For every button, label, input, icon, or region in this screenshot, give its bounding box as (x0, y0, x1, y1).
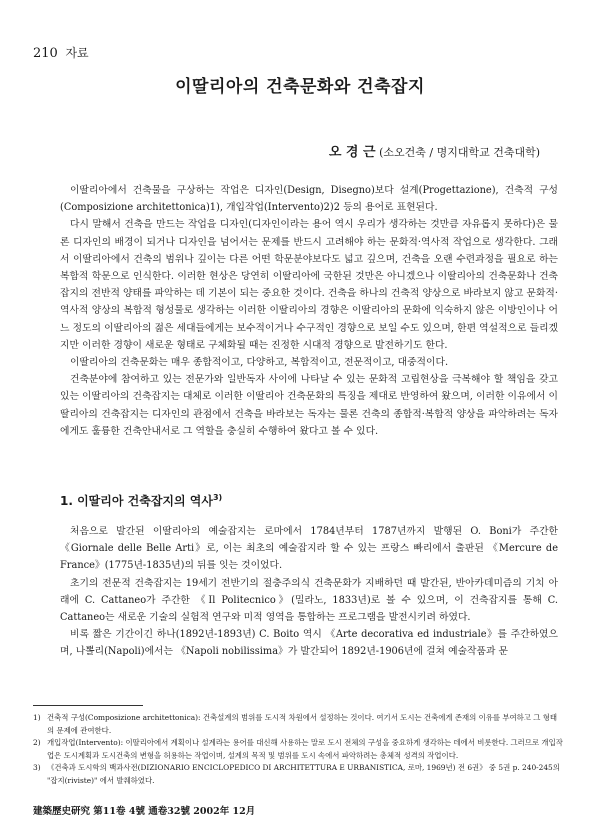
paragraph: 다시 말해서 건축을 만드는 작업을 디자인(디자인이라는 용어 역시 우리가 생각하는 것만큼 자유롭지 못하다)은 물론 디자인의 배경이 되거나 디자인을 넘어서는 문제를 반드시 고려해야 하는 문화적·역사적 작업으로 생각한다. 그래서 이딸리아에서 건축의 범위나 깊이는 다른 어떤 학문분야보다도 넓고 깊으며, 건축을 오랜 수련과정을 필요로 하는 복합적 학문으로 인식한다. 이러한 현상은 당연히 이딸리아에 국한된 것만은 아니겠으나 이딸리아의 건축문화나 건축잡지의 전반적 양태를 파악하는 데 기본이 되는 중요한 것이다. 건축을 하나의 건축적 양상으로 바라보지 않고 문화적·역사적 양상의 복합적 형성물로 생각하는 이러한 이딸리아의 경향은 이딸리아의 문화에 익숙하지 않은 이방인이나 어느 정도의 이딸리아의 젊은 세대들에게는 보수적이거나 수구적인 경향으로 보일 수도 있으며, 한편 역설적으로 들리겠지만 이러한 경향이 새로운 형태로 구체화될 때는 진정한 시대적 경향으로 발전하기도 한다. (60, 219, 558, 351)
page-number: 210 (33, 46, 58, 61)
section-body (60, 523, 558, 661)
paragraph: 비록 짧은 기간이긴 하나(1892년-1893년) C. Boito 역시 《Arte decorativa ed industriale》를 주간하였으며, 나뽈리(Napoli)에서는 《Napoli nobilissima》가 발간되어 1892년-1906년에 걸쳐 예술작품과 문 (60, 629, 558, 658)
footnote-number: 2) (33, 738, 41, 748)
article-title: 이딸리아의 건축문화와 건축잡지 (175, 77, 425, 97)
footnote-number: 3) (33, 763, 41, 773)
paragraph: 이딸리아의 건축문화는 매우 종합적이고, 다양하고, 복합적이고, 전문적이고, 대중적이다. (70, 357, 449, 369)
author-affiliation: (소오건축 / 명지대학교 건축대학) (379, 146, 540, 159)
footnote (33, 762, 563, 787)
section-heading-footnote-ref: 3) (212, 493, 223, 502)
section-label: 자료 (65, 46, 89, 60)
footnote-text: 개입작업(Intervento): 이딸리아에서 계획이나 설계라는 용어를 대신해 사용하는 말로 도시 전체의 구성을 중요하게 생각하는 데에서 비롯한다. 그러므로 개입작업은 도시계획과 도시건축의 변형을 허용하는 작업이며, 설계의 목적 및 범위를 도시 속에서 파악하려는 총체적 성격의 작업이다. (47, 738, 563, 760)
section-heading-text: 1. 이딸리아 건축잡지의 역사 (60, 494, 213, 508)
author-name: 오 경 근 (328, 145, 376, 160)
journal-footer: 建築歷史研究 第11卷 4號 通卷32號 2002年 12月 (33, 806, 256, 817)
footnote (33, 737, 563, 762)
intro-body (60, 182, 558, 440)
footnote-number: 1) (33, 713, 41, 722)
footnote-text: 《건축과 도시학의 백과사전(DIZIONARIO ENCICLOPEDICO DI ARCHITETTURA E URBANISTICA, 로마, 1969년) 전 6권》 중 5권 p. 240-245의 "잡지(riviste)" 에서 발췌하였다. (47, 763, 560, 785)
footnotes (33, 712, 563, 788)
section-heading (60, 492, 222, 509)
paragraph: 건축분야에 참여하고 있는 전문가와 일반독자 사이에 나타날 수 있는 문화적 고립현상을 극복해야 할 책임을 갖고 있는 이딸리아의 건축잡지는 대체로 이러한 이딸리아 건축문화의 특징을 제대로 반영하여 왔으며, 이러한 이유에서 이딸리아의 건축잡지는 디자인의 관점에서 건축을 바라보는 독자는 물론 건축의 종합적·복합적 양상을 파악하려는 독자에게도 훌륭한 건축안내서로 그 역할을 충실히 수행하여 왔다고 볼 수 있다. (60, 374, 558, 437)
footnote-divider (33, 705, 143, 706)
author-line (329, 141, 540, 160)
paragraph: 이딸리아에서 건축물을 구상하는 작업은 디자인(Design, Disegno)보다 설계(Progettazione), 건축적 구성(Composizione architettonica)1), 개입작업(Intervento)2)2 등의 용어로 표현된다. (60, 185, 558, 214)
running-header (33, 44, 89, 61)
paragraph: 처음으로 발간된 이딸리아의 예술잡지는 로마에서 1784년부터 1787년까지 발행된 O. Boni가 주간한 《Giornale delle Belle Arti》로, 이는 최초의 예술잡지라 할 수 있는 프랑스 빠리에서 출판된 《Mercure de France》(1775년-1835년)의 뒤를 잇는 것이었다. (60, 526, 558, 572)
paragraph: 초기의 전문적 건축잡지는 19세기 전반기의 절충주의식 건축문화가 지배하던 때 발간된, 반아카데미즘의 기치 아래에 C. Cattaneo가 주간한 《Il Politecnico》(밀라노, 1833년)로 볼 수 있으며, 이 건축잡지를 통해 C. Cattaneo는 새로운 기술의 실험적 연구와 미적 영역을 통합하는 프로그램을 발전시키려 하였다. (60, 577, 558, 624)
footnote (33, 712, 563, 737)
footnote-text: 건축적 구성(Composizione architettonica): 건축설계의 범위를 도시적 차원에서 설정하는 것이다. 여기서 도시는 건축에게 존재의 이유를 부여하고 그 형태의 문제에 관여한다. (47, 713, 558, 735)
